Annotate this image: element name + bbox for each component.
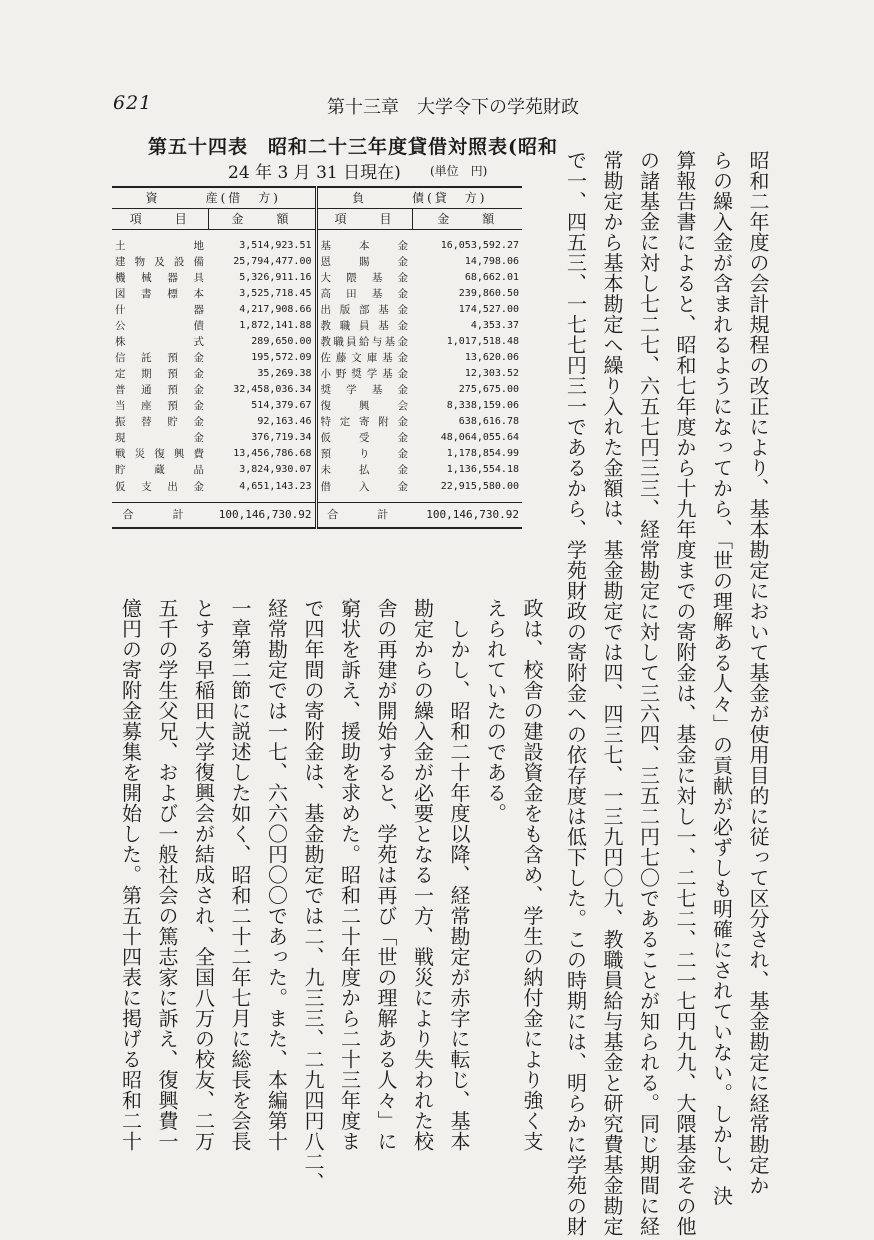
table-row [112,318,522,334]
table-row [112,302,522,318]
asset-amount: 3,514,923.51 [239,240,312,251]
text-column: で四年間の寄附金は、基金勘定では二、九三三、二九四円八二、 [301,598,325,1193]
liability-amount: 68,662.01 [464,272,519,283]
liability-amount: 275,675.00 [458,384,519,395]
liability-amount: 13,620.06 [464,352,519,363]
table-row [112,462,522,478]
asset-amount: 13,456,786.68 [233,448,312,459]
assets-item-header: 項 目 [112,209,208,230]
asset-item: 定期預金 [115,368,205,380]
liability-item: 基本金 [316,230,412,255]
text-column: 算報告書によると、昭和七年度から十九年度までの寄附金は、基金に対し一、二七二、二一七円九九、大隈基金その他 [673,150,697,1237]
text-column: 勘定からの繰入金が必要となる一方、戦災により失われた校 [410,598,435,1152]
text-column: 億円の寄附金募集を開始した。第五十四表に掲げる昭和二十 [118,598,143,1152]
totals-row [112,503,522,529]
asset-item: 公債 [115,320,205,332]
liabilities-total-label: 合 計 [316,503,412,529]
liabilities-item-header: 項 目 [316,209,412,230]
asset-item: 株式 [115,336,205,348]
page-number: 621 [113,92,153,114]
asset-amount: 376,719.34 [251,432,312,443]
asset-amount: 25,794,477.00 [233,256,312,267]
text-column: えられていたのである。 [483,598,508,824]
asset-amount: 4,651,143.23 [239,481,312,492]
table-row [112,414,522,430]
asset-amount: 4,217,908.66 [239,304,312,315]
asset-amount: 92,163.46 [257,416,312,427]
liability-item: 高田基金 [316,286,412,302]
liability-amount: 14,798.06 [464,256,519,267]
asset-item: 機械器具 [115,272,205,284]
liability-item: 大隈基金 [316,270,412,286]
table-row [112,334,522,350]
text-column: らの繰入金が含まれるようになってから、「世の理解ある人々」の貢献が必ずしも明確にされていない。しかし、決 [709,150,734,1206]
table-row [112,270,522,286]
liability-amount: 1,178,854.99 [446,448,519,459]
asset-item: 振替貯金 [115,416,205,428]
table-row [112,254,522,270]
liability-amount: 638,616.78 [458,416,519,427]
liability-amount: 4,353.37 [470,320,519,331]
liability-item: 小野奨学基金 [316,366,412,382]
asset-item: 建物及設備 [115,256,205,268]
asset-item: 信託預金 [115,352,205,364]
liability-item: 仮受金 [316,430,412,446]
liability-item: 復興会 [316,398,412,414]
liability-amount: 12,303.52 [464,368,519,379]
liability-amount: 22,915,580.00 [440,481,519,492]
asset-item: 戦災復興費 [115,448,205,460]
text-column: 一章第二節に説述した如く、昭和二十二年七月に総長を会長 [228,598,252,1152]
liability-item: 特定寄附金 [316,414,412,430]
asset-amount: 289,650.00 [251,336,312,347]
asset-amount: 3,525,718.45 [239,288,312,299]
balance-sheet-table [112,186,522,529]
table-row [112,230,522,255]
asset-item: 貯蔵品 [115,464,205,476]
liability-item: 教職員給与基金 [316,334,412,350]
assets-amount-header: 金 額 [208,209,316,230]
text-column: 政は、校舎の建設資金をも含め、学生の納付金により強く支 [520,598,544,1152]
liability-amount: 1,136,554.18 [446,464,519,475]
liability-amount: 1,017,518.48 [446,336,519,347]
text-column: 経常勘定では一七、六六〇円〇〇であった。また、本編第十 [264,598,289,1152]
text-column: の諸基金に対し七二七、六五七円三三、経常勘定に対して三六四、三五二円七〇であることが知られる。同じ期間に経 [636,150,661,1237]
table-row [112,350,522,366]
liability-item: 預り金 [316,446,412,462]
asset-item: 当座預金 [115,400,205,412]
text-column: 五千の学生父兄、および一般社会の篤志家に訴え、復興費一 [155,598,179,1152]
table-row [112,430,522,446]
text-column: 舎の再建が開始すると、学苑は再び「世の理解ある人々」に [374,598,398,1152]
asset-item: 普通預金 [115,384,205,396]
liability-amount: 8,338,159.06 [446,400,519,411]
table-row [112,478,522,503]
asset-item: 現金 [115,432,205,444]
asset-item: 土地 [115,240,205,252]
asset-amount: 5,326,911.16 [239,272,312,283]
text-column: 窮状を訴え、援助を求めた。昭和二十年度から二十三年度ま [337,598,362,1152]
asset-amount: 195,572.09 [251,352,312,363]
text-column: とする早稲田大学復興会が結成され、全国八万の校友、二万 [191,598,216,1152]
table-unit-note: (単位 円) [430,164,488,178]
text-column: 常勘定から基本勘定へ繰り入れた金額は、基金勘定では四、四三七、一三九円〇九、教職員給与基金と研究費基金勘定 [600,150,624,1237]
liabilities-header: 負 債(貸 方) [316,187,522,209]
asset-item: 図書標本 [115,288,205,300]
text-column: 昭和二年度の会計規程の改正により、基本勘定において基金が使用目的に従って区分され、基金勘定に経常勘定か [746,150,770,1196]
table-body [112,230,522,503]
liability-amount: 174,527.00 [458,304,519,315]
liability-amount: 239,860.50 [458,288,519,299]
asset-amount: 35,269.38 [257,368,312,379]
chapter-title: 大学令下の学苑財政 [417,97,579,118]
assets-header: 資 産(借 方) [112,187,316,209]
table-row [112,382,522,398]
assets-total-label: 合 計 [112,503,208,529]
table-title-date: 24 年 3 月 31 日現在) [228,163,401,183]
liability-item: 未払金 [316,462,412,478]
table-row [112,398,522,414]
asset-amount: 1,872,141.88 [239,320,312,331]
text-column: しかし、昭和二十年度以降、経常勘定が赤字に転じ、基本 [447,598,471,1152]
liability-item: 教職員基金 [316,318,412,334]
chapter-number: 第十三章 [327,97,399,118]
asset-item: 仮支出金 [115,481,205,493]
table-row [112,286,522,302]
liability-item: 恩賜金 [316,254,412,270]
asset-item: 什器 [115,304,205,316]
table-row [112,446,522,462]
table-title: 第五十四表 昭和二十三年度貸借対照表(昭和 [148,136,558,158]
liabilities-total: 100,146,730.92 [412,503,522,529]
liabilities-amount-header: 金 額 [412,209,522,230]
assets-total: 100,146,730.92 [208,503,316,529]
liability-amount: 48,064,055.64 [440,432,519,443]
asset-amount: 32,458,036.34 [233,384,312,395]
text-column: で一、四五三、一七七円三一であるから、学苑財政の寄附金への依存度は低下した。この時期には、明らかに学苑の財 [563,150,588,1237]
table-row [112,366,522,382]
asset-amount: 514,379.67 [251,400,312,411]
liability-item: 出版部基金 [316,302,412,318]
liability-item: 奨学基金 [316,382,412,398]
liability-item: 佐藤文庫基金 [316,350,412,366]
liability-amount: 16,053,592.27 [440,240,519,251]
running-head [327,93,597,119]
asset-amount: 3,824,930.07 [239,464,312,475]
liability-item: 借入金 [316,478,412,503]
